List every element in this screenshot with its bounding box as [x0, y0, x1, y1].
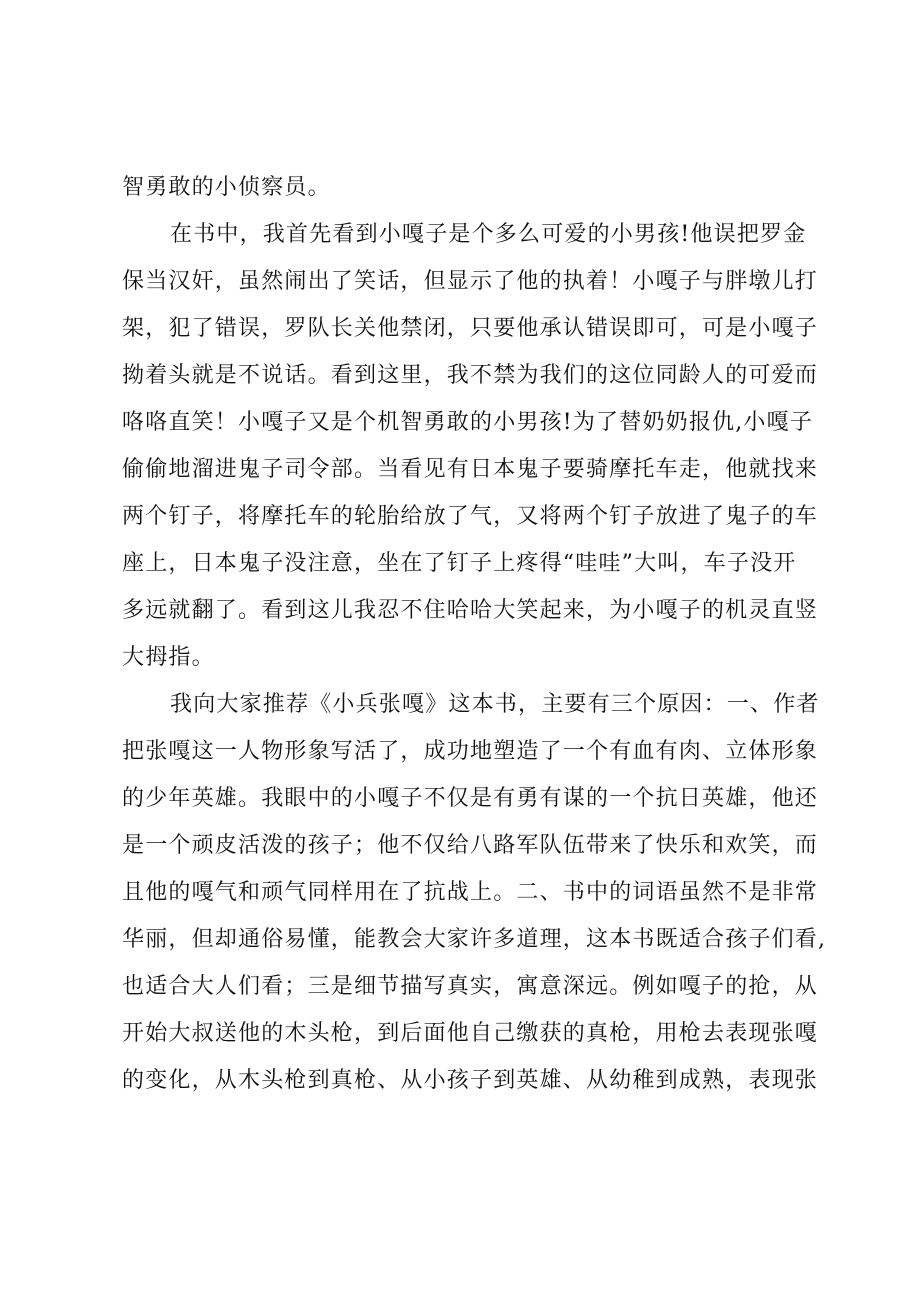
- text-line: 大拇指。: [122, 645, 215, 670]
- text-line: 把张嘎这一人物形象写活了，成功地塑造了一个有血有肉、立体形象: [122, 739, 819, 764]
- text-line: 的变化，从木头枪到真枪、从小孩子到英雄、从幼稚到成熟，表现张: [122, 1068, 819, 1093]
- paragraph-first-line: 我向大家推荐《小兵张嘎》这本书，主要有三个原因：一、作者: [170, 692, 820, 717]
- text-line: 偷偷地溜进鬼子司令部。当看见有日本鬼子要骑摩托车走，他就找来: [122, 457, 819, 482]
- text-line: 拗着头就是不说话。看到这里，我不禁为我们的这位同龄人的可爱而: [122, 363, 819, 388]
- text-line: 多远就翻了。看到这儿我忍不住哈哈大笑起来，为小嘎子的机灵直竖: [122, 598, 819, 623]
- text-line: 智勇敢的小侦察员。: [122, 175, 331, 200]
- body-text: [122, 164, 827, 1104]
- text-line: 保当汉奸，虽然闹出了笑话，但显示了他的执着！小嘎子与胖墩儿打: [122, 269, 819, 294]
- text-line: 两个钉子，将摩托车的轮胎给放了气，又将两个钉子放进了鬼子的车: [122, 504, 819, 529]
- text-line: 咯咯直笑！小嘎子又是个机智勇敢的小男孩!为了替奶奶报仇,小嘎子: [122, 410, 814, 435]
- text-line: 开始大叔送他的木头枪，到后面他自己缴获的真枪，用枪去表现张嘎: [122, 1021, 819, 1046]
- text-line: 且他的嘎气和顽气同样用在了抗战上。二、书中的词语虽然不是非常: [122, 880, 819, 905]
- text-line: 的少年英雄。我眼中的小嘎子不仅是有勇有谋的一个抗日英雄，他还: [122, 786, 819, 811]
- text-line: 也适合大人们看；三是细节描写真实，寓意深远。例如嘎子的抢，从: [122, 974, 819, 999]
- text-line: 是一个顽皮活泼的孩子；他不仅给八路军队伍带来了快乐和欢笑，而: [122, 833, 819, 858]
- text-line: 架，犯了错误，罗队长关他禁闭，只要他承认错误即可，可是小嘎子: [122, 316, 819, 341]
- text-line: 华丽，但却通俗易懂，能教会大家许多道理，这本书既适合孩子们看,: [122, 927, 827, 952]
- text-line: 座上，日本鬼子没注意，坐在了钉子上疼得“哇哇”大叫，车子没开: [122, 551, 797, 576]
- paragraph-first-line: 在书中，我首先看到小嘎子是个多么可爱的小男孩!他误把罗金: [170, 222, 807, 247]
